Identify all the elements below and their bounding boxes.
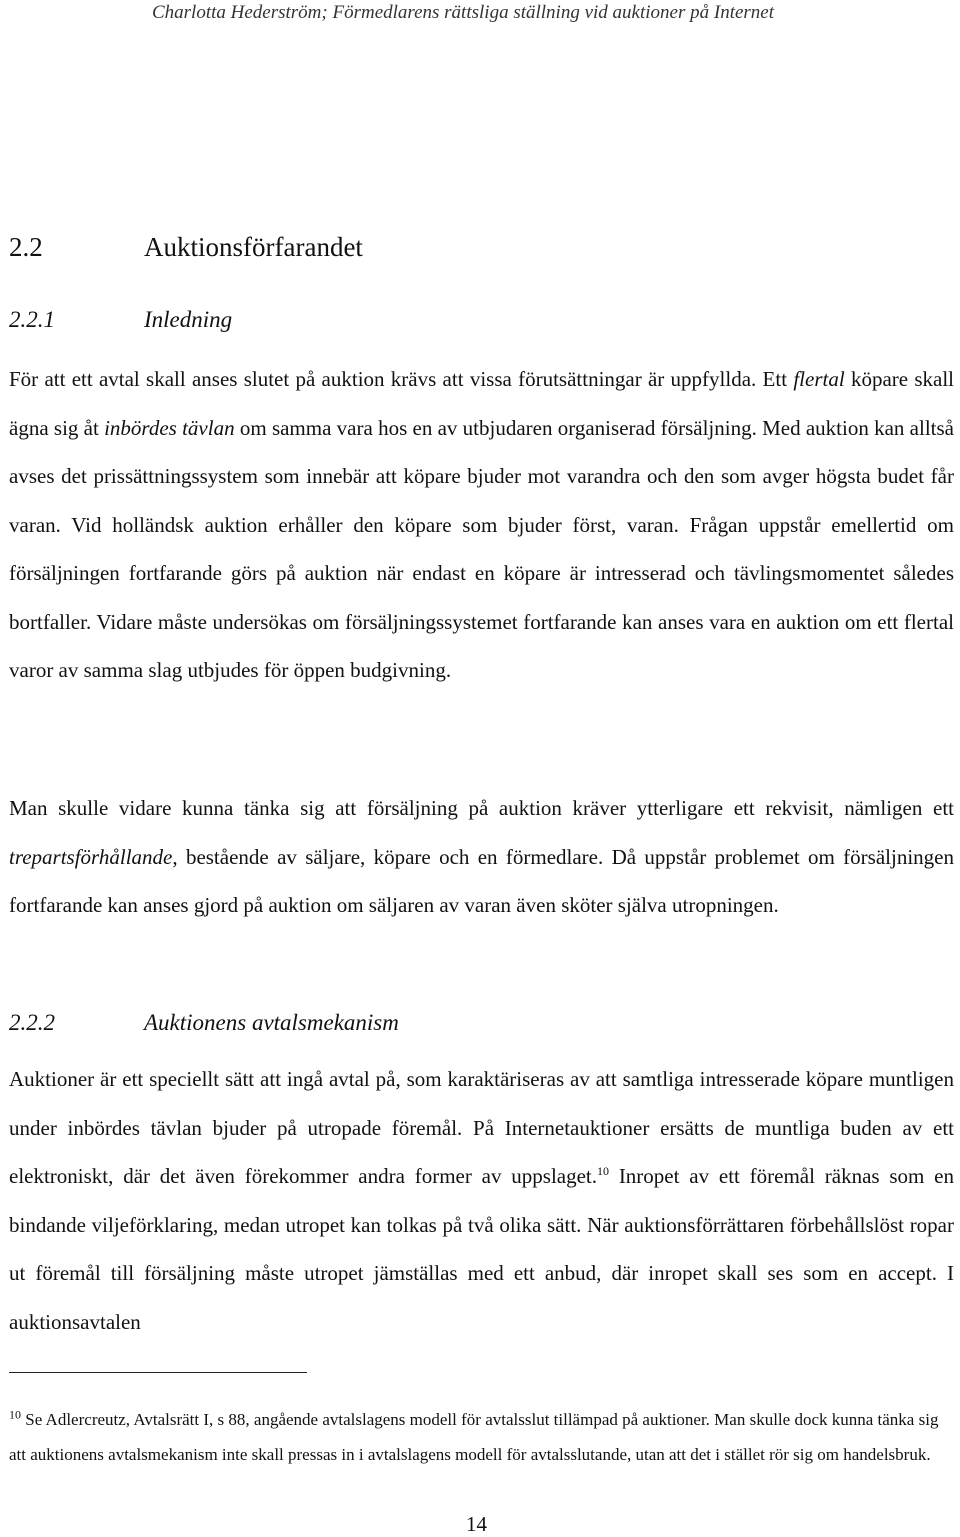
- emphasis-flertal: flertal: [793, 367, 845, 391]
- subsection-number: 2.2.2: [9, 1010, 55, 1035]
- paragraph-avtalsmekanism: [9, 1055, 954, 1346]
- running-head: Charlotta Hederström; Förmedlarens rättsliga ställning vid auktioner på Internet: [151, 2, 775, 23]
- paragraph-text: Man skulle vidare kunna tänka sig att försäljning på auktion kräver ytterligare ett rekvisit, nämligen ett: [9, 796, 954, 820]
- footnote: [9, 1402, 954, 1472]
- footnote-reference[interactable]: 10: [597, 1164, 610, 1178]
- paragraph-text: Auktioner är ett speciellt sätt att ingå avtal på, som karaktäriseras av att samtliga intresserade köpare muntligen under inbördes tävlan bjuder på utropade föremål. På Internetauktioner ersätts de muntliga buden av ett elektroniskt, där det även förekommer andra former av uppslaget.: [9, 1067, 954, 1188]
- footnote-text: Se Adlercreutz, Avtalsrätt I, s 88, angående avtalslagens modell för avtalsslut tillämpad på auktioner. Man skulle dock kunna tänka sig att auktionens avtalsmekanism inte skall pressas in i avtalslagens modell för avtalsslutande, utan att det i stället rör sig om handelsbruk.: [9, 1410, 939, 1464]
- subsection-title: Inledning: [144, 307, 233, 332]
- paragraph-trepartsforhallande: [9, 784, 954, 930]
- section-number: 2.2: [9, 232, 43, 262]
- paragraph-text: Inropet av ett föremål räknas som en bindande viljeförklaring, medan utropet kan tolkas på två olika sätt. När auktionsförrättaren förbehållslöst ropar ut föremål till försäljning måste utropet jämställas med ett anbud, där inropet skall ses som en accept. I auktionsavtalen: [9, 1164, 954, 1334]
- page-number: 14: [466, 1512, 487, 1536]
- paragraph-inledning: [9, 355, 954, 695]
- subsection-number: 2.2.1: [9, 307, 55, 332]
- paragraph-text: För att ett avtal skall anses slutet på auktion krävs att vissa förutsättningar är uppfyllda. Ett: [9, 367, 794, 391]
- emphasis-trepartsforhallande: trepartsförhållande: [9, 844, 173, 869]
- paragraph-text: köpare skall ägna sig åt: [9, 367, 954, 440]
- footnote-number: 10: [9, 1407, 21, 1422]
- paragraph-text: om samma vara hos en av utbjudaren organiserad försäljning. Med auktion kan alltså avses det prissättningssystem som innebär att köpare bjuder mot varandra och den som avger högsta budet får varan. Vid holländsk auktion erhåller den köpare som bjuder först, varan. Frågan uppstår emellertid om försäljningen fortfarande görs på auktion när endast en köpare är intresserad och tävlingsmomentet således bortfaller. Vidare måste undersökas om försäljningssystemet fortfarande kan anses vara en auktion om ett flertal varor av samma slag utbjudes för öppen budgivning.: [9, 415, 954, 682]
- section-title: Auktionsförfarandet: [144, 232, 363, 262]
- emphasis-inbordes-tavlan: inbördes tävlan: [104, 415, 235, 440]
- footnote-separator: [9, 1372, 307, 1373]
- subsection-title: Auktionens avtalsmekanism: [144, 1010, 399, 1035]
- paragraph-text: , bestående av säljare, köpare och en förmedlare. Då uppstår problemet om försäljningen fortfarande kan anses gjord på auktion om säljaren av varan även sköter själva utropningen.: [9, 844, 954, 917]
